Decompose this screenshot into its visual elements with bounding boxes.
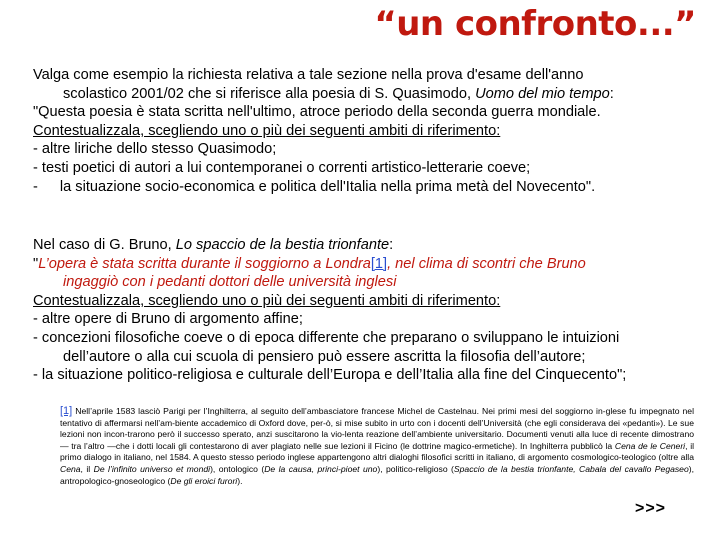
bruno-example [33,236,693,385]
quasimodo-example [33,66,693,196]
list-item: - la situazione socio-economica e politica dell'Italia nella prima metà del Novecento". [33,178,596,195]
list-item: - altre opere di Bruno di argomento affine; [33,311,303,328]
bruno-quote: "L’opera è stata scritta durante il soggiorno a Londra[1], nel clima di scontri che Bruno [33,255,586,272]
bruno-heading: Nel caso di G. Bruno, Lo spaccio de la bestia trionfante: [33,237,394,253]
slide-title: “un confronto...” [374,4,696,44]
list-item: - la situazione politico-religiosa e culturale dell’Europa e dell’Italia alla fine del Cinquecento"; [33,367,627,384]
list-item: - concezioni filosofiche coeve o di epoca differente che preparano o sviluppano le intuizioni [33,329,620,346]
footnote-link[interactable]: [1] [370,255,388,272]
work-title: Lo spaccio de la bestia trionfante [175,237,390,253]
instruction-line: Contestualizzala, scegliendo uno o più dei seguenti ambiti di riferimento: [33,292,501,309]
list-item: - altre liriche dello stesso Quasimodo; [33,141,277,158]
footnote-ref[interactable]: [1] [60,405,73,417]
bruno-quote-cont: ingaggiò con i pedanti dottori delle università inglesi [63,274,397,291]
intro-line: Valga come esempio la richiesta relativa a tale sezione nella prova d'esame dell'anno [33,67,584,83]
prompt-quote: "Questa poesia è stata scritta nell'ultimo, atroce periodo della seconda guerra mondiale. [33,104,601,121]
list-item-cont: dell’autore o alla cui scuola di pensiero può essere ascritta la filosofia dell’autore; [63,348,586,365]
footnote: [1] Nell’aprile 1583 lasciò Parigi per l’Inghilterra, al seguito dell’ambasciatore francese Michel de Castelnau. Nei primi mesi del soggiorno in-glese fu impegnato nel tentativo di affermarsi nell’am-biente accademico di Oxford dove, per-ò, si mise subito in urto con i docenti dell’Università (che egli considerava dei «pedanti»). Le sue lezioni non incon-trarono però il successo sperato, anzi suscitarono la vio-lenta reazione dell’ambiente universitario. Documenti venuti alla luce di recente dimostrano — tra l’altro —che i dotti locali gli contestarono di aver plagiato nelle sue lezioni il Ficino (le dottrine magico-ermetiche). In Inghilterra pubblicò la Cena de le Ceneri, il primo dialogo in italiano, nel 1584. A questo stesso periodo inglese appartengono altri dialoghi filosofici scritti in italiano, di argomento cosmologico-teologico (oltre alla Cena, il De l’infinito universo et mondi), ontologico (De la causa, princi-pioet uno), politico-religioso (Spaccio de la bestia trionfante, Cabala del cavallo Pegaseo), antropologico-gnoseologico (De gli eroici furori). [60,405,695,486]
list-item: - testi poetici di autori a lui contemporanei o correnti artistico-letterarie coeve; [33,159,531,176]
poem-title: Uomo del mio tempo [475,85,610,102]
instruction-line: Contestualizzala, scegliendo uno o più dei seguenti ambiti di riferimento: [33,122,501,139]
intro-line-2: scolastico 2001/02 che si riferisce alla poesia di S. Quasimodo, Uomo del mio tempo: [63,85,614,102]
next-slide-button[interactable]: >>> [634,500,666,517]
